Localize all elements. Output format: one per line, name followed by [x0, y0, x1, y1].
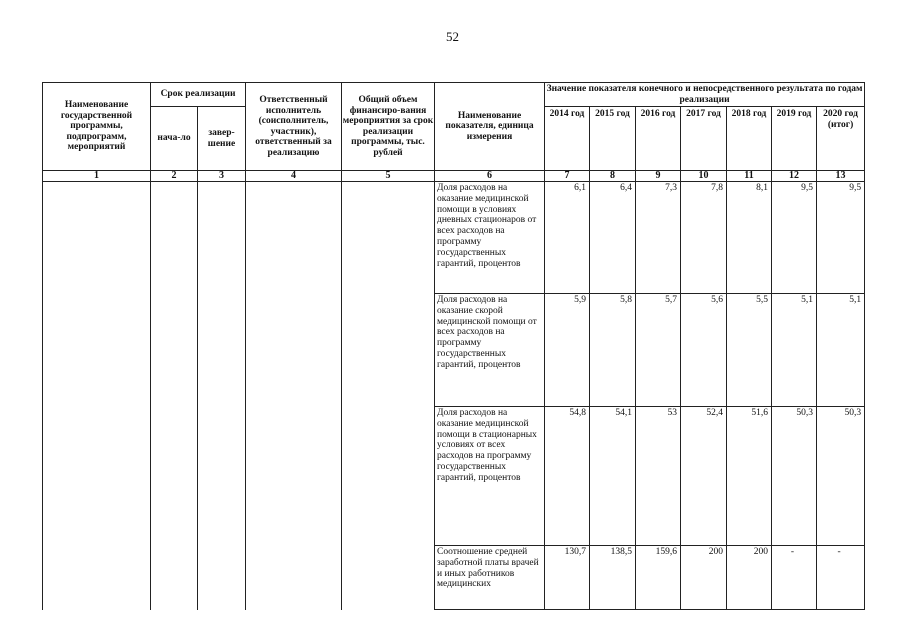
program-name-cell [43, 546, 151, 610]
header-term: Срок реализации [151, 83, 246, 107]
value-cell: 52,4 [681, 407, 727, 546]
column-number: 8 [590, 171, 636, 182]
value-cell: 6,1 [545, 182, 590, 294]
header-funding: Общий объем финансиро-вания мероприятия за срок реализации программы, тыс. рублей [342, 83, 435, 171]
value-cell: 6,4 [590, 182, 636, 294]
term-start-cell [151, 182, 198, 294]
funding-cell [342, 294, 435, 407]
value-cell: 5,7 [636, 294, 681, 407]
funding-cell [342, 546, 435, 610]
column-number: 5 [342, 171, 435, 182]
funding-cell [342, 182, 435, 294]
value-cell: 159,6 [636, 546, 681, 610]
column-number: 10 [681, 171, 727, 182]
value-cell: 50,3 [772, 407, 817, 546]
column-number: 2 [151, 171, 198, 182]
column-number-row [43, 171, 865, 182]
value-cell: 7,3 [636, 182, 681, 294]
term-end-cell [198, 546, 246, 610]
header-values-group: Значение показателя конечного и непосредственного результата по годам реализации [545, 83, 865, 107]
term-end-cell [198, 294, 246, 407]
value-cell: 54,1 [590, 407, 636, 546]
header-year: 2017 год [681, 107, 727, 171]
header-term-start: нача-ло [151, 107, 198, 171]
value-cell: 5,8 [590, 294, 636, 407]
executor-cell [246, 546, 342, 610]
term-start-cell [151, 294, 198, 407]
header-year: 2015 год [590, 107, 636, 171]
value-cell: 5,1 [772, 294, 817, 407]
program-name-cell [43, 182, 151, 294]
program-indicators-table [42, 82, 865, 610]
value-cell: 200 [681, 546, 727, 610]
term-end-cell [198, 182, 246, 294]
header-year: 2014 год [545, 107, 590, 171]
value-cell: 200 [727, 546, 772, 610]
column-number: 7 [545, 171, 590, 182]
executor-cell [246, 407, 342, 546]
header-indicator: Наименование показателя, единица измерения [435, 83, 545, 171]
value-cell: 5,6 [681, 294, 727, 407]
value-cell: 5,1 [817, 294, 865, 407]
value-cell: 9,5 [817, 182, 865, 294]
program-name-cell [43, 407, 151, 546]
indicator-cell: Доля расходов на оказание медицинской помощи в условиях дневных стационаров от всех расходов на программу государственных гарантий, процентов [435, 182, 545, 294]
funding-cell [342, 407, 435, 546]
header-program-name: Наименование государственной программы, подпрограмм, мероприятий [43, 83, 151, 171]
value-cell: 7,8 [681, 182, 727, 294]
column-number: 9 [636, 171, 681, 182]
indicator-cell: Доля расходов на оказание скорой медицинской помощи от всех расходов на программу государственных гарантий, процентов [435, 294, 545, 407]
value-cell: 53 [636, 407, 681, 546]
program-name-cell [43, 294, 151, 407]
executor-cell [246, 294, 342, 407]
column-number: 1 [43, 171, 151, 182]
table-row [43, 407, 865, 546]
value-cell: 50,3 [817, 407, 865, 546]
header-term-end: завер-шение [198, 107, 246, 171]
header-year: 2020 год (итог) [817, 107, 865, 171]
column-number: 11 [727, 171, 772, 182]
indicator-cell: Доля расходов на оказание медицинской помощи в стационарных условиях от всех расходов на программу государственных гарантий, процентов [435, 407, 545, 546]
column-number: 4 [246, 171, 342, 182]
table-row [43, 546, 865, 610]
header-year: 2018 год [727, 107, 772, 171]
value-cell: 8,1 [727, 182, 772, 294]
value-cell: 130,7 [545, 546, 590, 610]
page-number: 52 [446, 29, 459, 44]
value-cell: 5,5 [727, 294, 772, 407]
column-number: 13 [817, 171, 865, 182]
value-cell: 9,5 [772, 182, 817, 294]
value-cell: - [772, 546, 817, 610]
column-number: 6 [435, 171, 545, 182]
header-executor: Ответственный исполнитель (соисполнитель, участник), ответственный за реализацию [246, 83, 342, 171]
term-start-cell [151, 546, 198, 610]
column-number: 12 [772, 171, 817, 182]
value-cell: 138,5 [590, 546, 636, 610]
value-cell: - [817, 546, 865, 610]
table-row [43, 182, 865, 294]
executor-cell [246, 182, 342, 294]
header-year: 2016 год [636, 107, 681, 171]
value-cell: 5,9 [545, 294, 590, 407]
value-cell: 54,8 [545, 407, 590, 546]
header-year: 2019 год [772, 107, 817, 171]
column-number: 3 [198, 171, 246, 182]
indicator-cell: Соотношение средней заработной платы врачей и иных работников медицинских [435, 546, 545, 610]
term-end-cell [198, 407, 246, 546]
table-row [43, 294, 865, 407]
value-cell: 51,6 [727, 407, 772, 546]
term-start-cell [151, 407, 198, 546]
